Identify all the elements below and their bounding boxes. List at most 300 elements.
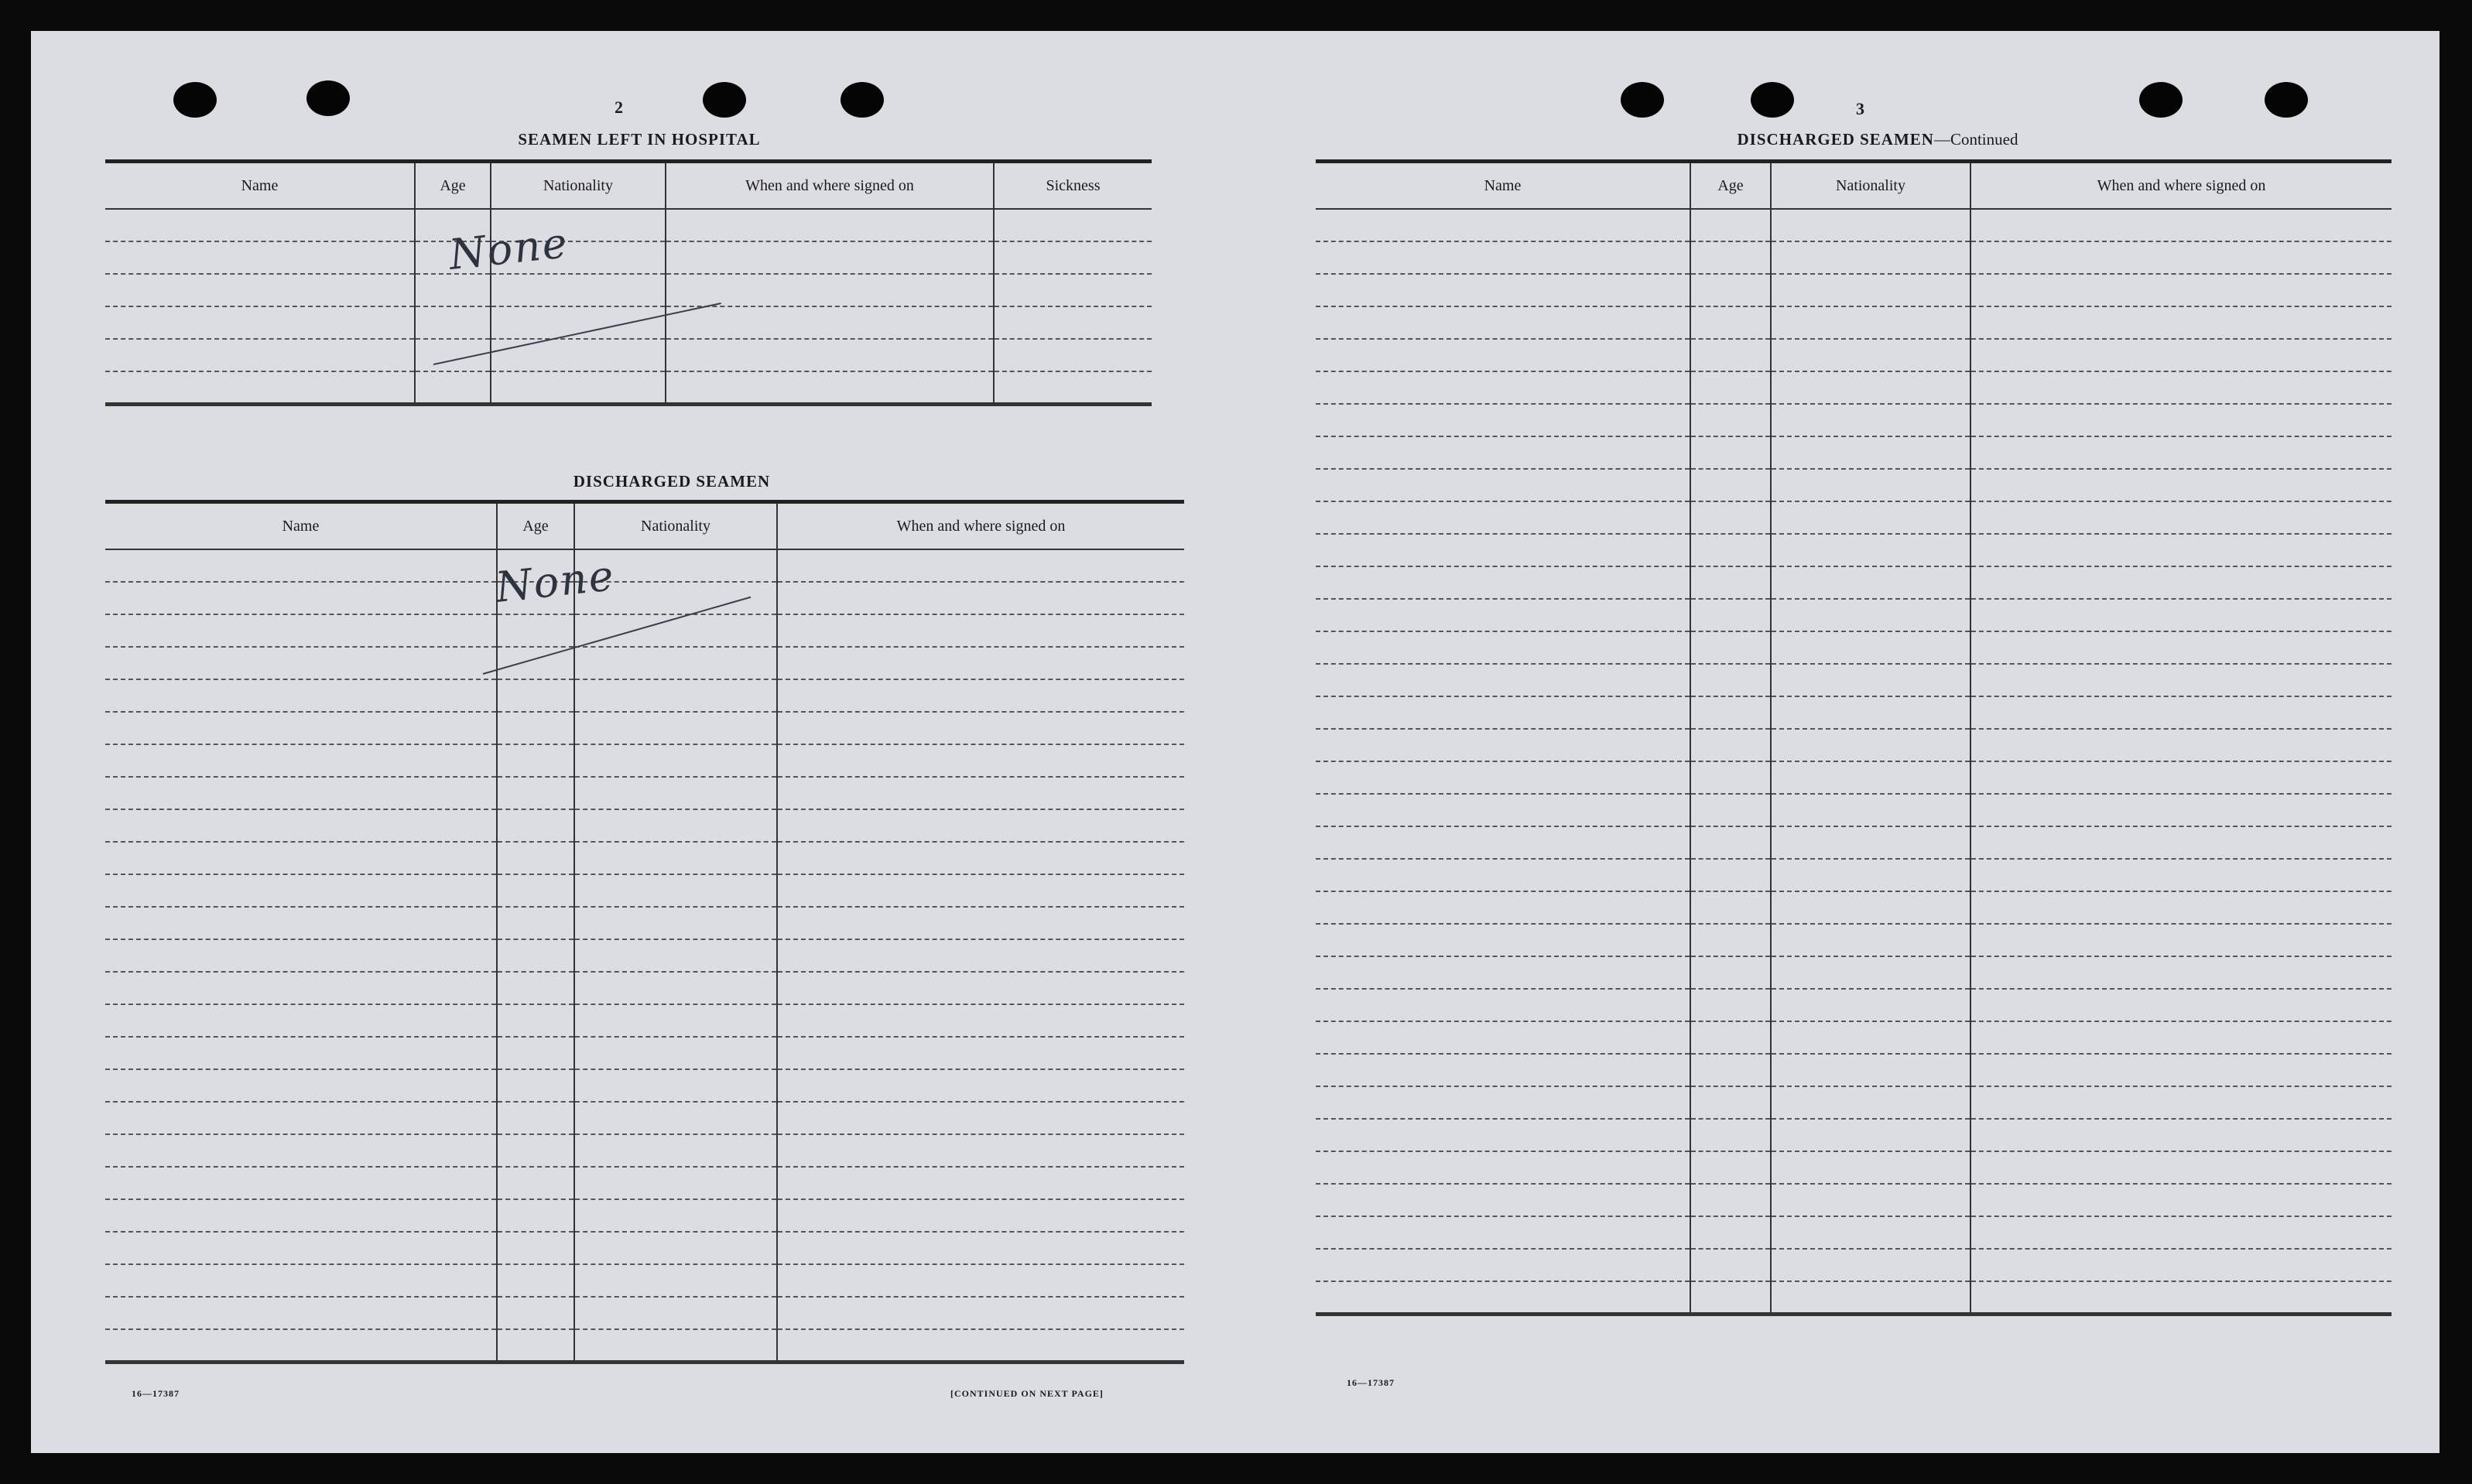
- table-row: [1316, 599, 2392, 631]
- page-number-left: 2: [615, 97, 623, 117]
- table-row: [105, 809, 1184, 842]
- table-cell: [1771, 404, 1970, 436]
- table-cell: [1316, 989, 1690, 1021]
- table-cell: [994, 274, 1152, 306]
- table-row: [105, 972, 1184, 1004]
- table-cell: [497, 907, 574, 939]
- table-cell: [1316, 566, 1690, 599]
- table-cell: [777, 1199, 1184, 1232]
- table-cell: [1316, 1021, 1690, 1054]
- table-cell: [777, 1232, 1184, 1264]
- table-cell: [105, 1134, 497, 1167]
- table-cell: [105, 809, 497, 842]
- table-cell: [1690, 1184, 1771, 1216]
- punch-hole: [306, 80, 350, 116]
- table-cell: [1771, 1216, 1970, 1249]
- table-cell: [777, 972, 1184, 1004]
- table-cell: [1970, 664, 2392, 696]
- punch-hole: [1751, 82, 1794, 118]
- table-cell: [1690, 1281, 1771, 1314]
- table-cell: [1690, 1086, 1771, 1119]
- table-cell: [1316, 1216, 1690, 1249]
- table-cell: [1970, 599, 2392, 631]
- table-cell: [777, 1329, 1184, 1362]
- table-row: [105, 1004, 1184, 1037]
- table-row: [105, 1297, 1184, 1329]
- table-cell: [105, 209, 415, 241]
- table-cell: [1970, 826, 2392, 859]
- punch-hole: [1621, 82, 1664, 118]
- table-cell: [497, 1264, 574, 1297]
- table-cell: [105, 972, 497, 1004]
- table-cell: [777, 1004, 1184, 1037]
- column-header-signed-on: When and where signed on: [1970, 162, 2392, 210]
- table-cell: [777, 744, 1184, 777]
- table-cell: [1316, 1054, 1690, 1086]
- table-cell: [777, 1264, 1184, 1297]
- table-cell: [497, 1232, 574, 1264]
- table-cell: [574, 1264, 777, 1297]
- table-row: [1316, 1151, 2392, 1184]
- table-cell: [1316, 761, 1690, 794]
- table-row: [105, 907, 1184, 939]
- table-cell: [1970, 534, 2392, 566]
- table-row: [1316, 1021, 2392, 1054]
- table-row: [105, 712, 1184, 744]
- table-cell: [1970, 339, 2392, 371]
- table-row: [1316, 989, 2392, 1021]
- table-row: [105, 549, 1184, 582]
- table-cell: [777, 809, 1184, 842]
- table-cell: [1771, 859, 1970, 891]
- table-cell: [574, 1037, 777, 1069]
- table-cell: [105, 306, 415, 339]
- table-row: [105, 1102, 1184, 1134]
- table-cell: [1316, 274, 1690, 306]
- table-cell: [1316, 826, 1690, 859]
- table-cell: [105, 339, 415, 371]
- table-cell: [777, 1037, 1184, 1069]
- table-cell: [1690, 631, 1771, 664]
- table-cell: [1316, 1184, 1690, 1216]
- table-cell: [1970, 241, 2392, 274]
- table-cell: [1690, 826, 1771, 859]
- table-cell: [497, 744, 574, 777]
- table-cell: [1316, 469, 1690, 501]
- table-cell: [1690, 599, 1771, 631]
- table-cell: [105, 614, 497, 647]
- table-cell: [1970, 1151, 2392, 1184]
- table-cell: [497, 1329, 574, 1362]
- table-cell: [497, 614, 574, 647]
- table-cell: [1316, 241, 1690, 274]
- table-cell: [1690, 794, 1771, 826]
- table-row: [1316, 1184, 2392, 1216]
- table-cell: [1690, 534, 1771, 566]
- table-cell: [574, 1004, 777, 1037]
- table-cell: [1316, 924, 1690, 956]
- table-cell: [666, 274, 994, 306]
- table-row: [1316, 1119, 2392, 1151]
- table-cell: [994, 209, 1152, 241]
- table-cell: [105, 1102, 497, 1134]
- table-cell: [777, 842, 1184, 874]
- table-cell: [497, 874, 574, 907]
- table-row: [105, 371, 1152, 404]
- discharged-continued-title-main: DISCHARGED SEAMEN: [1737, 130, 1934, 149]
- table-cell: [1316, 436, 1690, 469]
- table-cell: [105, 777, 497, 809]
- table-cell: [105, 1232, 497, 1264]
- table-cell: [1771, 1086, 1970, 1119]
- table-row: [1316, 729, 2392, 761]
- table-row: [1316, 534, 2392, 566]
- discharged-none-entry: None: [493, 551, 618, 612]
- table-cell: [1970, 794, 2392, 826]
- table-cell: [574, 1329, 777, 1362]
- table-cell: [574, 1069, 777, 1102]
- table-cell: [1690, 566, 1771, 599]
- table-cell: [1690, 956, 1771, 989]
- discharged-continued-title: [1316, 130, 2439, 149]
- table-cell: [1771, 1281, 1970, 1314]
- table-cell: [1771, 436, 1970, 469]
- table-cell: [1690, 891, 1771, 924]
- table-cell: [105, 274, 415, 306]
- table-cell: [574, 972, 777, 1004]
- table-cell: [1970, 209, 2392, 241]
- table-cell: [1316, 794, 1690, 826]
- table-cell: [105, 1199, 497, 1232]
- table-cell: [1316, 306, 1690, 339]
- table-cell: [1316, 501, 1690, 534]
- table-cell: [105, 582, 497, 614]
- column-header-name: Name: [1316, 162, 1690, 210]
- table-cell: [1970, 469, 2392, 501]
- punch-hole: [841, 82, 884, 118]
- table-cell: [1690, 1249, 1771, 1281]
- table-cell: [1970, 371, 2392, 404]
- table-cell: [415, 371, 491, 404]
- table-cell: [497, 1199, 574, 1232]
- table-cell: [1970, 696, 2392, 729]
- table-cell: [497, 1102, 574, 1134]
- table-cell: [105, 1329, 497, 1362]
- table-row: [105, 777, 1184, 809]
- table-cell: [777, 1069, 1184, 1102]
- table-cell: [1970, 1216, 2392, 1249]
- table-cell: [497, 1069, 574, 1102]
- table-cell: [1690, 339, 1771, 371]
- table-row: [105, 744, 1184, 777]
- discharged-section-title: DISCHARGED SEAMEN: [573, 472, 771, 491]
- table-cell: [1690, 1216, 1771, 1249]
- table-cell: [1316, 664, 1690, 696]
- table-cell: [497, 1037, 574, 1069]
- table-row: [1316, 371, 2392, 404]
- table-cell: [497, 972, 574, 1004]
- table-cell: [666, 241, 994, 274]
- table-cell: [1690, 1119, 1771, 1151]
- table-cell: [574, 1167, 777, 1199]
- table-cell: [1970, 1119, 2392, 1151]
- table-cell: [497, 1167, 574, 1199]
- column-header-name: Name: [105, 162, 415, 210]
- table-cell: [1771, 241, 1970, 274]
- table-cell: [574, 842, 777, 874]
- table-cell: [777, 1167, 1184, 1199]
- table-cell: [994, 241, 1152, 274]
- table-cell: [1970, 1054, 2392, 1086]
- table-cell: [497, 1004, 574, 1037]
- table-cell: [1690, 729, 1771, 761]
- table-cell: [777, 777, 1184, 809]
- table-cell: [1690, 274, 1771, 306]
- table-cell: [105, 549, 497, 582]
- table-cell: [574, 777, 777, 809]
- column-header-age: Age: [497, 502, 574, 550]
- table-cell: [1690, 664, 1771, 696]
- table-cell: [1690, 859, 1771, 891]
- table-cell: [105, 1264, 497, 1297]
- table-cell: [1970, 924, 2392, 956]
- table-cell: [1771, 534, 1970, 566]
- table-cell: [1316, 696, 1690, 729]
- column-header-age: Age: [1690, 162, 1771, 210]
- table-cell: [497, 809, 574, 842]
- table-row: [1316, 826, 2392, 859]
- table-row: [1316, 241, 2392, 274]
- table-cell: [1316, 209, 1690, 241]
- table-cell: [105, 907, 497, 939]
- discharged-continued-rows: [1316, 209, 2392, 1314]
- table-cell: [1771, 599, 1970, 631]
- table-row: [1316, 274, 2392, 306]
- table-cell: [1771, 371, 1970, 404]
- table-row: [1316, 696, 2392, 729]
- table-cell: [1970, 436, 2392, 469]
- table-cell: [574, 1297, 777, 1329]
- table-cell: [1970, 989, 2392, 1021]
- table-cell: [105, 679, 497, 712]
- table-cell: [1771, 469, 1970, 501]
- table-row: [105, 1167, 1184, 1199]
- table-row: [105, 874, 1184, 907]
- table-cell: [1690, 761, 1771, 794]
- punch-hole: [2265, 82, 2308, 118]
- table-row: [1316, 501, 2392, 534]
- table-cell: [574, 679, 777, 712]
- table-row: [1316, 1281, 2392, 1314]
- column-header-signed-on: When and where signed on: [777, 502, 1184, 550]
- discharged-table: [105, 500, 1184, 1364]
- table-cell: [497, 679, 574, 712]
- table-cell: [1690, 306, 1771, 339]
- table-cell: [1970, 1021, 2392, 1054]
- table-cell: [777, 614, 1184, 647]
- table-cell: [497, 842, 574, 874]
- table-cell: [1970, 404, 2392, 436]
- table-row: [1316, 1086, 2392, 1119]
- hospital-none-entry: None: [447, 218, 571, 279]
- table-row: [105, 1037, 1184, 1069]
- table-cell: [777, 549, 1184, 582]
- table-cell: [777, 582, 1184, 614]
- table-cell: [1771, 631, 1970, 664]
- table-cell: [497, 712, 574, 744]
- table-cell: [105, 939, 497, 972]
- table-cell: [1690, 696, 1771, 729]
- table-cell: [1771, 339, 1970, 371]
- table-cell: [1771, 274, 1970, 306]
- table-row: [1316, 209, 2392, 241]
- table-cell: [574, 647, 777, 679]
- table-cell: [1771, 306, 1970, 339]
- table-row: [105, 1232, 1184, 1264]
- table-cell: [1970, 1281, 2392, 1314]
- table-cell: [994, 339, 1152, 371]
- table-cell: [777, 712, 1184, 744]
- table-cell: [1690, 924, 1771, 956]
- table-cell: [1771, 1119, 1970, 1151]
- table-cell: [105, 1167, 497, 1199]
- table-row: [1316, 339, 2392, 371]
- table-row: [1316, 631, 2392, 664]
- table-cell: [1690, 1151, 1771, 1184]
- table-row: [1316, 956, 2392, 989]
- table-row: [1316, 1054, 2392, 1086]
- table-cell: [777, 1297, 1184, 1329]
- table-cell: [777, 1134, 1184, 1167]
- table-cell: [574, 1102, 777, 1134]
- table-row: [1316, 469, 2392, 501]
- table-cell: [777, 907, 1184, 939]
- table-row: [1316, 924, 2392, 956]
- table-cell: [1970, 306, 2392, 339]
- table-cell: [491, 339, 666, 371]
- table-cell: [1771, 956, 1970, 989]
- discharged-continued-title-suffix: —Continued: [1933, 130, 2018, 149]
- table-row: [1316, 1216, 2392, 1249]
- table-cell: [1970, 274, 2392, 306]
- table-cell: [1316, 371, 1690, 404]
- table-row: [105, 209, 1152, 241]
- table-cell: [1690, 1021, 1771, 1054]
- table-cell: [994, 371, 1152, 404]
- discharged-continued-table: [1316, 159, 2392, 1316]
- column-header-nationality: Nationality: [574, 502, 777, 550]
- table-cell: [105, 1004, 497, 1037]
- table-cell: [1690, 501, 1771, 534]
- table-row: [1316, 794, 2392, 826]
- table-cell: [666, 339, 994, 371]
- column-header-signed-on: When and where signed on: [666, 162, 994, 210]
- column-header-sickness: Sickness: [994, 162, 1152, 210]
- table-row: [1316, 664, 2392, 696]
- table-cell: [1316, 956, 1690, 989]
- table-cell: [777, 874, 1184, 907]
- table-cell: [574, 907, 777, 939]
- table-row: [105, 1329, 1184, 1362]
- table-row: [1316, 436, 2392, 469]
- table-cell: [574, 809, 777, 842]
- table-cell: [1970, 761, 2392, 794]
- table-cell: [1690, 469, 1771, 501]
- table-cell: [574, 939, 777, 972]
- table-cell: [1690, 209, 1771, 241]
- table-cell: [1316, 1281, 1690, 1314]
- discharged-rows: [105, 549, 1184, 1362]
- table-cell: [1970, 1086, 2392, 1119]
- table-cell: [105, 842, 497, 874]
- table-cell: [574, 1199, 777, 1232]
- table-cell: [1690, 1054, 1771, 1086]
- table-row: [1316, 404, 2392, 436]
- punch-hole: [2139, 82, 2183, 118]
- table-cell: [1316, 631, 1690, 664]
- table-cell: [1771, 924, 1970, 956]
- table-cell: [105, 1297, 497, 1329]
- table-cell: [1771, 989, 1970, 1021]
- table-cell: [574, 744, 777, 777]
- punch-hole: [173, 82, 217, 118]
- table-cell: [994, 306, 1152, 339]
- table-cell: [105, 647, 497, 679]
- table-row: [105, 842, 1184, 874]
- table-cell: [1316, 534, 1690, 566]
- table-cell: [1970, 891, 2392, 924]
- table-row: [105, 1134, 1184, 1167]
- form-number-right: 16—17387: [1347, 1377, 1395, 1388]
- table-row: [1316, 761, 2392, 794]
- table-cell: [1970, 501, 2392, 534]
- table-cell: [1690, 436, 1771, 469]
- table-cell: [1771, 826, 1970, 859]
- table-cell: [574, 712, 777, 744]
- table-row: [105, 1069, 1184, 1102]
- table-row: [105, 274, 1152, 306]
- table-cell: [1771, 794, 1970, 826]
- table-row: [1316, 891, 2392, 924]
- table-cell: [1690, 371, 1771, 404]
- table-cell: [777, 1102, 1184, 1134]
- column-header-nationality: Nationality: [1771, 162, 1970, 210]
- table-cell: [1771, 891, 1970, 924]
- table-cell: [1316, 1249, 1690, 1281]
- column-header-nationality: Nationality: [491, 162, 666, 210]
- table-cell: [666, 371, 994, 404]
- column-header-age: Age: [415, 162, 491, 210]
- table-cell: [1316, 339, 1690, 371]
- punch-hole: [703, 82, 746, 118]
- table-cell: [666, 209, 994, 241]
- table-cell: [1771, 1021, 1970, 1054]
- table-row: [105, 647, 1184, 679]
- table-cell: [1316, 1086, 1690, 1119]
- table-row: [105, 614, 1184, 647]
- table-cell: [1970, 566, 2392, 599]
- table-cell: [105, 712, 497, 744]
- hospital-table: [105, 159, 1152, 406]
- table-row: [1316, 859, 2392, 891]
- table-row: [105, 582, 1184, 614]
- table-row: [105, 679, 1184, 712]
- table-cell: [1316, 729, 1690, 761]
- document-sheet: [31, 31, 2439, 1453]
- table-cell: [1316, 1119, 1690, 1151]
- table-cell: [491, 274, 666, 306]
- table-cell: [497, 1297, 574, 1329]
